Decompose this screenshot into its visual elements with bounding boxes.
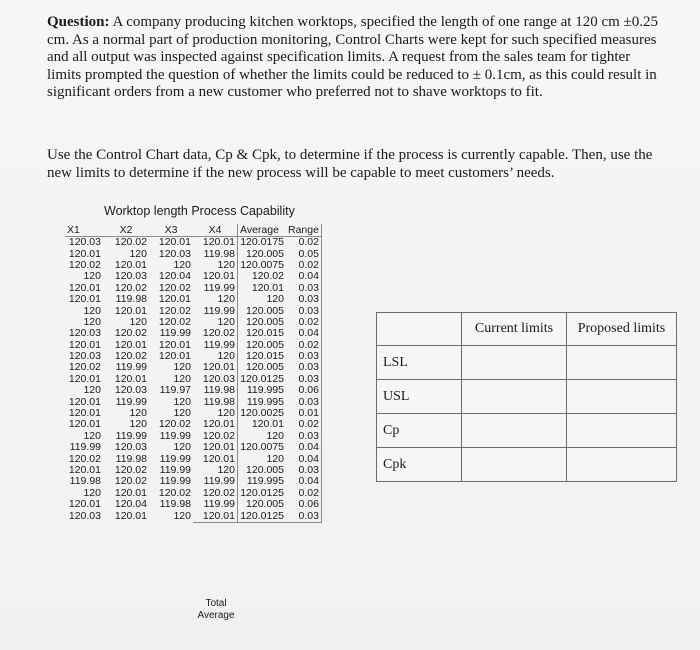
header-average: Average [238,224,287,237]
x2-cell: 120.02 [114,281,147,294]
x1-cell: 120.02 [68,452,101,465]
x4-cell: 119.99 [203,475,235,488]
x4-cell: 120.01 [202,236,235,249]
x2-cell: 120.01 [114,304,147,317]
total-label: Total [205,598,227,609]
average-cell: 120.005 [238,248,287,259]
x1-cell: 120 [83,429,101,442]
limits-label-lsl: LSL [377,346,462,380]
cp-current-cell[interactable] [462,414,567,448]
x3-cell: 120.02 [158,315,191,328]
question-text: A company producing kitchen worktops, specified the length of one range at 120 cm ±0.25 cm. As a normal part of production monitoring, Control Charts were kept for such specified measures and all output was inspected against specification limits. A request from the sales team for tighter limits prompted the question of whether the limits could be reduced to ± 0.1cm, as this could result in significant orders from a new customer who preferred not to shave worktops to fit. [47,14,659,100]
x3-cell: 120.04 [158,270,191,283]
limits-label-cpk: Cpk [377,448,462,482]
table-row [65,237,321,249]
x1-cell: 120.02 [68,361,101,374]
x3-cell: 120 [173,258,191,271]
x3-cell: 120 [173,395,191,408]
range-cell: 0.03 [286,431,321,442]
cp-proposed-cell[interactable] [567,414,677,448]
header-x1: X1 [65,224,103,237]
usl-current-cell[interactable] [462,380,567,414]
x4-cell: 120 [217,258,235,271]
average-cell: 120.005 [238,340,287,351]
table-row [65,271,321,282]
x4-cell: 120 [217,293,235,306]
question-label: Question: [47,14,110,30]
range-cell: 0.06 [286,499,321,510]
x4-cell: 119.99 [203,281,235,294]
x4-cell: 120.03 [202,372,235,385]
limits-header-current: Current limits [462,313,567,346]
range-cell: 0.02 [286,260,321,271]
x4-cell: 120.01 [202,418,235,431]
average-cell: 120.0075 [238,442,287,453]
table-row [65,419,321,430]
x2-cell: 120 [129,418,147,431]
limits-header-row [377,313,677,346]
x2-cell: 119.98 [115,293,147,306]
x2-cell: 120.03 [114,441,147,454]
usl-proposed-cell[interactable] [567,380,677,414]
x2-cell: 120.02 [114,464,147,476]
range-cell: 0.03 [286,362,321,373]
lsl-current-cell[interactable] [462,346,567,380]
range-cell: 0.01 [286,408,321,419]
range-cell: 0.03 [286,465,321,476]
x1-cell: 119.98 [69,475,101,488]
x2-cell: 120.04 [114,498,147,511]
x3-cell: 120.02 [158,281,191,294]
range-cell: 0.03 [286,351,321,362]
x4-cell: 120.01 [202,441,235,454]
cpk-proposed-cell[interactable] [567,448,677,482]
x4-cell: 120 [217,407,235,420]
average-cell: 120.005 [238,317,287,328]
table-row [65,294,321,305]
x1-cell: 120.01 [68,338,101,351]
x2-cell: 120 [129,315,147,328]
average-cell: 120.015 [238,351,287,362]
x3-cell: 120.02 [158,304,191,317]
x1-cell: 120 [83,304,101,317]
average-cell: 120.0025 [238,408,287,419]
average-cell: 120.0125 [238,374,287,385]
table-row [65,499,321,510]
x1-cell: 120.01 [68,247,101,260]
header-x3: X3 [149,224,193,237]
capability-header-row [65,224,321,237]
x3-cell: 120 [173,509,191,522]
average-cell: 120.01 [238,283,287,294]
limits-row-cp [377,414,677,448]
average-cell: 120.01 [238,419,287,430]
average-cell: 120 [238,294,287,305]
average-cell: 120.0125 [238,510,287,522]
x1-cell: 120.03 [68,327,101,340]
x1-cell: 120.01 [68,464,101,476]
average-cell: 119.995 [238,476,287,487]
x4-cell: 119.98 [203,247,235,260]
x2-cell: 120.01 [114,258,147,271]
x1-cell: 120 [83,270,101,283]
limits-label-usl: USL [377,380,462,414]
x1-cell: 120.01 [68,395,101,408]
x1-cell: 120 [83,384,101,397]
average-cell: 120.005 [238,465,287,476]
average-cell: 120.0125 [238,488,287,499]
x2-cell: 120 [129,247,147,260]
average-cell: 119.995 [238,396,287,407]
x3-cell: 120 [173,372,191,385]
table-row [65,510,321,522]
table-row [65,385,321,396]
range-cell: 0.04 [286,476,321,487]
capability-table-title: Worktop length Process Capability [104,204,295,218]
x3-cell: 120.02 [158,418,191,431]
x4-cell: 120.01 [202,452,235,465]
x3-cell: 119.97 [159,384,191,397]
table-row [65,442,321,453]
x1-cell: 120.02 [68,258,101,271]
range-cell: 0.04 [286,328,321,339]
header-x2: X2 [103,224,149,237]
x2-cell: 120.01 [114,372,147,385]
x4-cell: 120 [217,464,235,476]
x1-cell: 120 [83,315,101,328]
x3-cell: 119.99 [159,429,191,442]
range-cell: 0.02 [286,488,321,499]
x1-cell: 120 [83,486,101,499]
x4-cell: 119.98 [203,395,235,408]
x4-cell: 120.02 [202,486,235,499]
x3-cell: 119.99 [159,464,191,476]
x4-cell: 120.01 [202,270,235,283]
average-cell: 120.0075 [238,260,287,271]
average-cell: 120.005 [238,362,287,373]
range-cell: 0.06 [286,385,321,396]
range-cell: 0.03 [286,510,321,522]
x3-cell: 119.99 [159,452,191,465]
range-cell: 0.04 [286,271,321,282]
x3-cell: 120.02 [158,486,191,499]
average-cell: 120.0175 [238,237,287,249]
range-cell: 0.02 [286,317,321,328]
limits-header-blank [377,313,462,346]
x2-cell: 120.01 [114,486,147,499]
range-cell: 0.04 [286,442,321,453]
range-cell: 0.03 [286,294,321,305]
x3-cell: 120.01 [158,350,191,363]
x2-cell: 120.02 [114,350,147,363]
x2-cell: 119.99 [115,361,147,374]
average-cell: 120.02 [238,271,287,282]
x1-cell: 120.03 [68,509,101,522]
x2-cell: 120.03 [114,384,147,397]
table-row [65,328,321,339]
question-paragraph [47,14,667,102]
range-cell: 0.02 [286,419,321,430]
x4-cell: 120.01 [202,361,235,374]
x2-cell: 120.02 [114,236,147,249]
x2-cell: 120 [129,407,147,420]
limits-label-cp: Cp [377,414,462,448]
x4-cell: 120 [217,350,235,363]
x3-cell: 120 [173,407,191,420]
x1-cell: 119.99 [69,441,101,454]
average-cell: 119.995 [238,385,287,396]
x3-cell: 119.98 [159,498,191,511]
x4-cell: 120.02 [202,429,235,442]
x1-cell: 120.01 [68,418,101,431]
average-cell: 120.015 [238,328,287,339]
x1-cell: 120.01 [68,372,101,385]
limits-header-proposed: Proposed limits [567,313,677,346]
x3-cell: 120.01 [158,293,191,306]
average-cell: 120.005 [238,499,287,510]
limits-row-usl [377,380,677,414]
range-cell: 0.03 [286,396,321,407]
x3-cell: 120.03 [158,247,191,260]
table-row [65,362,321,373]
x2-cell: 120.02 [114,475,147,488]
x3-cell: 120.01 [158,236,191,249]
x1-cell: 120.01 [68,407,101,420]
x2-cell: 119.99 [115,429,147,442]
range-cell: 0.03 [286,305,321,316]
range-cell: 0.03 [286,283,321,294]
x1-cell: 120.03 [68,350,101,363]
x4-cell: 119.99 [203,304,235,317]
range-cell: 0.02 [286,237,321,249]
header-x4: X4 [193,224,238,237]
range-cell: 0.04 [286,453,321,464]
average-cell: 120 [238,431,287,442]
totals-block [194,598,238,621]
average-cell: 120.005 [238,305,287,316]
x4-cell: 120.01 [193,510,238,522]
capability-data-table [65,224,322,523]
range-cell: 0.02 [286,340,321,351]
average-cell: 120 [238,453,287,464]
x4-cell: 119.98 [203,384,235,397]
limits-row-lsl [377,346,677,380]
x2-cell: 120.03 [114,270,147,283]
x1-cell: 120.03 [68,236,101,249]
x3-cell: 120.01 [158,338,191,351]
x2-cell: 119.98 [115,452,147,465]
limits-row-cpk [377,448,677,482]
instruction-paragraph: Use the Control Chart data, Cp & Cpk, to determine if the process is currently capable. Then, use the new limits to determine if the new process will be capable to meet customers’ needs. [47,147,653,181]
range-cell: 0.03 [286,374,321,385]
table-row [65,476,321,487]
x4-cell: 119.99 [203,498,235,511]
x2-cell: 120.02 [114,327,147,340]
x3-cell: 119.99 [159,327,191,340]
x4-cell: 120 [217,315,235,328]
x2-cell: 120.01 [114,509,147,522]
range-cell: 0.05 [286,248,321,259]
cpk-current-cell[interactable] [462,448,567,482]
x1-cell: 120.01 [68,281,101,294]
limits-table [376,312,677,482]
header-range: Range [286,224,321,237]
x3-cell: 120 [173,361,191,374]
x3-cell: 119.99 [159,475,191,488]
average-label: Average [197,609,235,621]
x2-cell: 120.01 [114,338,147,351]
x1-cell: 120.01 [68,293,101,306]
x4-cell: 119.99 [203,338,235,351]
lsl-proposed-cell[interactable] [567,346,677,380]
x1-cell: 120.01 [68,498,101,511]
x2-cell: 119.99 [115,395,147,408]
x3-cell: 120 [173,441,191,454]
x4-cell: 120.02 [202,327,235,340]
capability-table-body [65,237,321,523]
